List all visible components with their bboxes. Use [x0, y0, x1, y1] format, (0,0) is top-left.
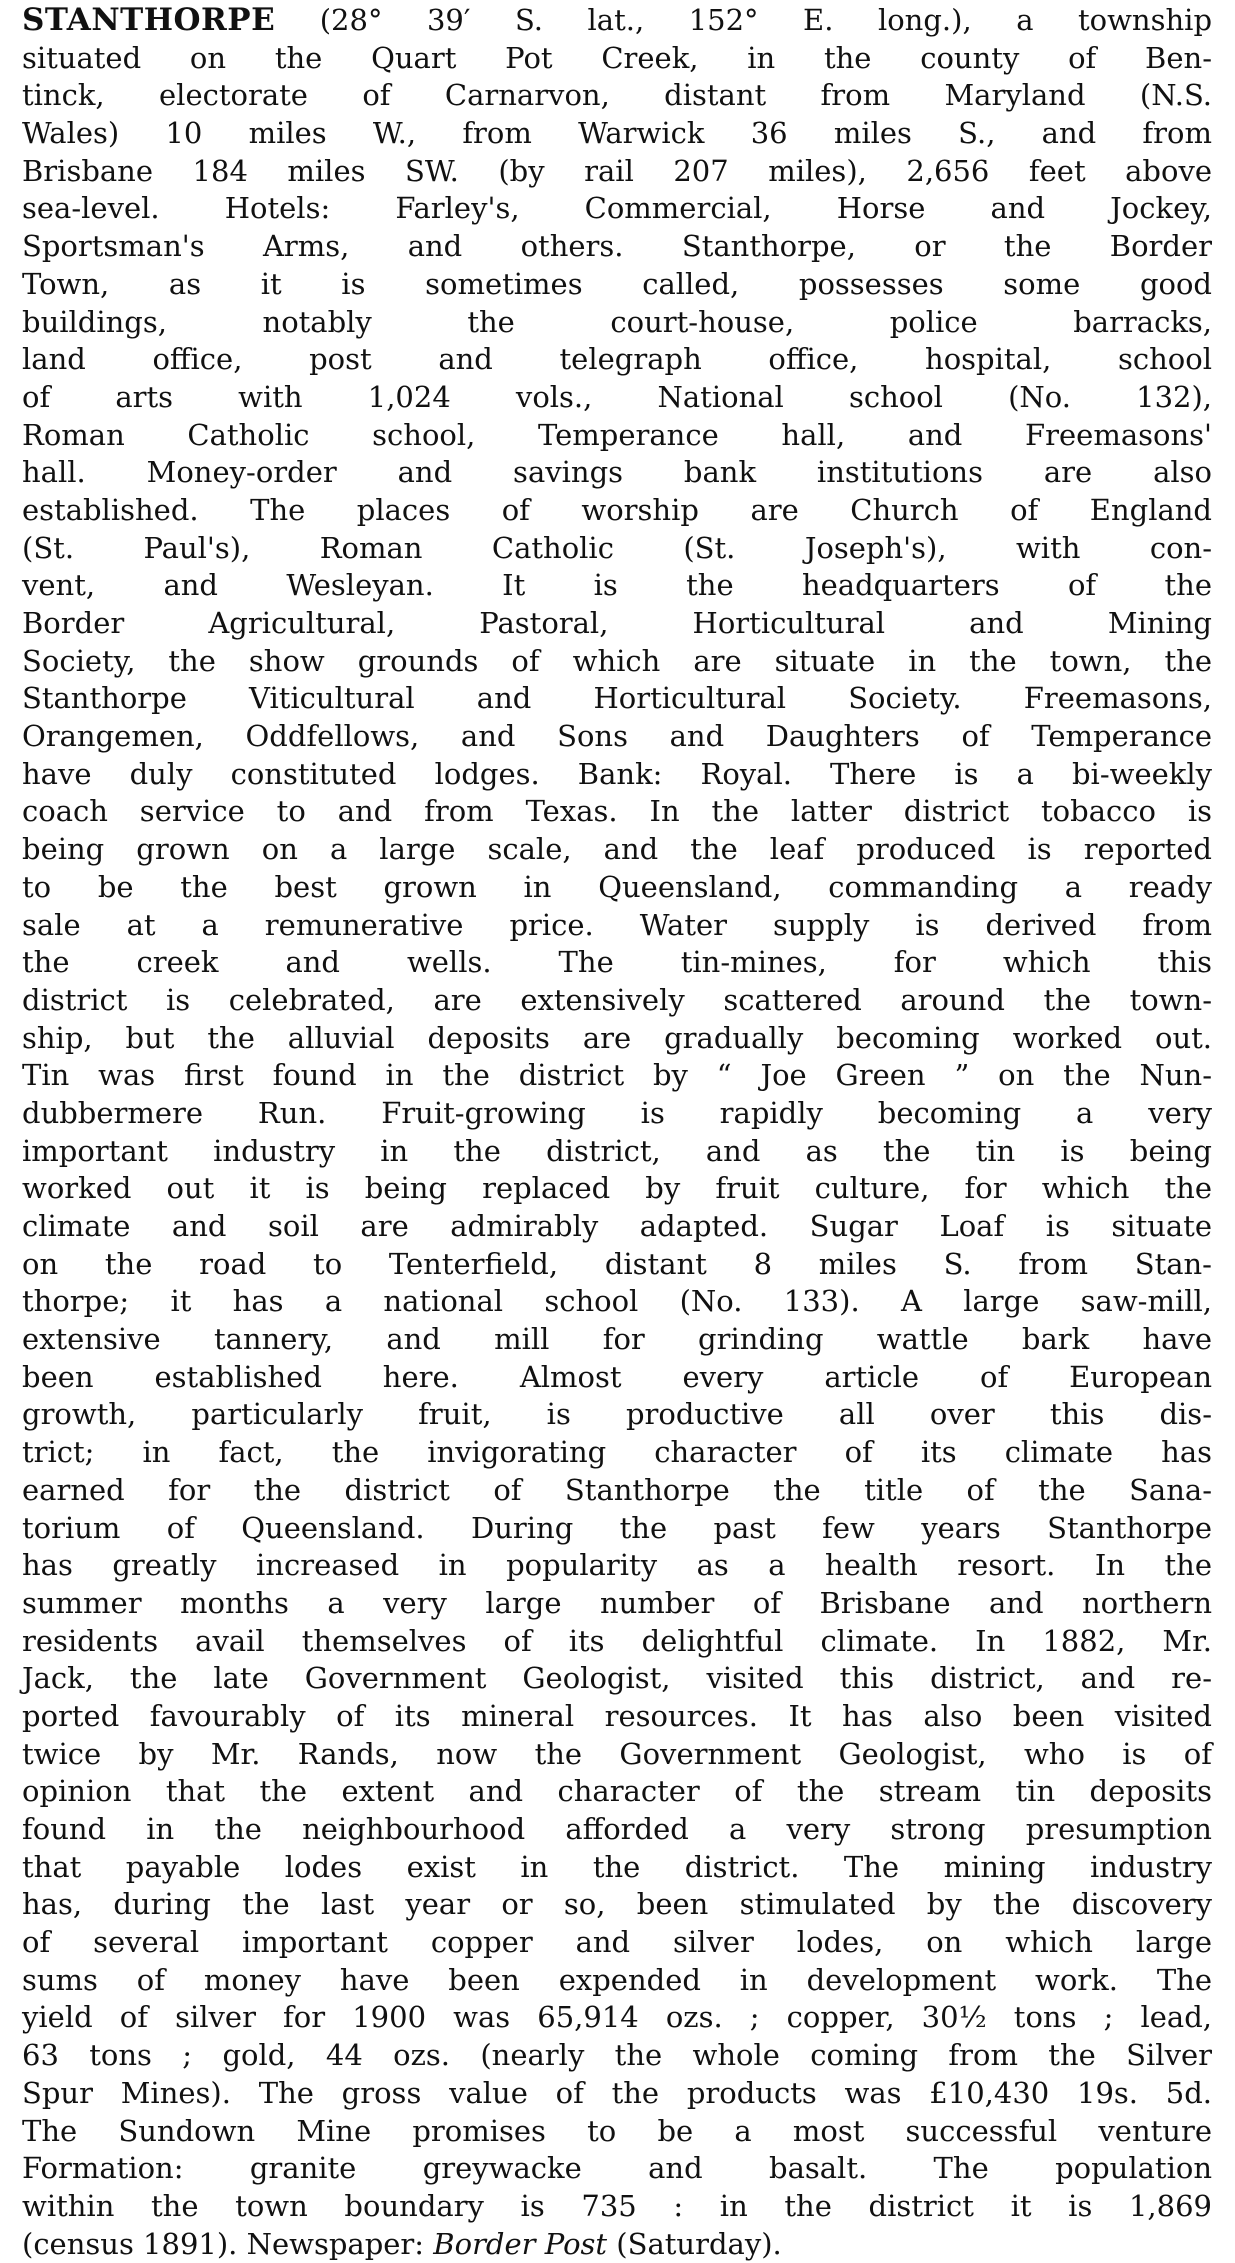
entry-line: vent, and Wesleyan. It is the headquarters of the: [22, 568, 1212, 603]
entry-line: climate and soil are admirably adapted. Sugar Loaf is situate: [22, 1209, 1212, 1243]
entry-line: Formation: granite greywacke and basalt. The population: [22, 2151, 1212, 2186]
entry-line: district is celebrated, are extensively scattered around the town-: [22, 982, 1212, 1017]
entry-line: Town, as it is sometimes called, possesses some good: [22, 266, 1212, 301]
entry-line: within the town boundary is 735 : in the district it is 1,869: [22, 2188, 1212, 2223]
entry-line: trict; in fact, the invigorating character of its climate has: [22, 1435, 1212, 1470]
entry-line: sale at a remunerative price. Water supply is derived from: [22, 907, 1212, 942]
entry-line: have duly constituted lodges. Bank: Royal. There is a bi-weekly: [22, 756, 1212, 791]
entry-line: The Sundown Mine promises to be a most successful venture: [22, 2113, 1212, 2148]
entry-line: Spur Mines). The gross value of the products was £10,430 19s. 5d.: [22, 2075, 1212, 2110]
entry-line: on the road to Tenterfield, distant 8 miles S. from Stan-: [22, 1246, 1212, 1281]
entry-line-last: [22, 2226, 1212, 2263]
entry-coordinates: (28° 39′ S. lat., 152° E. long.), a township: [319, 3, 1213, 37]
entry-line: worked out it is being replaced by fruit culture, for which the: [22, 1171, 1212, 1206]
entry-line: 63 tons ; gold, 44 ozs. (nearly the whole coming from the Silver: [22, 2038, 1212, 2073]
entry-line: Sportsman's Arms, and others. Stanthorpe, or the Border: [22, 229, 1212, 264]
entry-line: coach service to and from Texas. In the latter district tobacco is: [22, 794, 1212, 829]
entry-line: Orangemen, Oddfellows, and Sons and Daughters of Temperance: [22, 719, 1212, 754]
entry-body: [22, 40, 1212, 2226]
entry-line: growth, particularly fruit, is productive all over this dis-: [22, 1397, 1212, 1432]
entry-line: residents avail themselves of its delightful climate. In 1882, Mr.: [22, 1623, 1212, 1658]
entry-line: Jack, the late Government Geologist, visited this district, and re-: [22, 1661, 1212, 1696]
entry-line: (St. Paul's), Roman Catholic (St. Joseph's), with con-: [22, 530, 1212, 565]
entry-line: tinck, electorate of Carnarvon, distant from Maryland (N.S.: [22, 78, 1212, 113]
entry-line: important industry in the district, and as the tin is being: [22, 1133, 1212, 1168]
entry-line: extensive tannery, and mill for grinding wattle bark have: [22, 1322, 1212, 1357]
entry-line: has greatly increased in popularity as a health resort. In the: [22, 1548, 1212, 1583]
entry-line: torium of Queensland. During the past few years Stanthorpe: [22, 1510, 1212, 1545]
entry-line: dubbermere Run. Fruit-growing is rapidly becoming a very: [22, 1095, 1212, 1130]
entry-line: yield of silver for 1900 was 65,914 ozs. ; copper, 30½ tons ; lead,: [22, 2000, 1212, 2035]
newspaper-title: Border Post: [433, 2226, 608, 2261]
entry-line: of arts with 1,024 vols., National school (No. 132),: [22, 379, 1212, 414]
entry-line: earned for the district of Stanthorpe the title of the Sana-: [22, 1472, 1212, 1507]
entry-line: sums of money have been expended in development work. The: [22, 1962, 1212, 1997]
entry-line: that payable lodes exist in the district. The mining industry: [22, 1849, 1212, 1884]
entry-line: Stanthorpe Viticultural and Horticultural Society. Freemasons,: [22, 681, 1212, 716]
entry-line: sea-level. Hotels: Farley's, Commercial, Horse and Jockey,: [22, 191, 1212, 226]
entry-line: to be the best grown in Queensland, commanding a ready: [22, 869, 1212, 904]
entry-line: opinion that the extent and character of the stream tin deposits: [22, 1774, 1212, 1809]
census-text: (census 1891). Newspaper:: [22, 2226, 434, 2261]
entry-line: thorpe; it has a national school (No. 133). A large saw-mill,: [22, 1284, 1212, 1319]
entry-line: Wales) 10 miles W., from Warwick 36 miles S., and from: [22, 116, 1212, 151]
gazetteer-entry: [22, 2, 1212, 2263]
entry-line: the creek and wells. The tin-mines, for which this: [22, 945, 1212, 980]
entry-line: found in the neighbourhood afforded a very strong presumption: [22, 1812, 1212, 1846]
entry-line: ship, but the alluvial deposits are gradually becoming worked out.: [22, 1020, 1212, 1055]
entry-line: Brisbane 184 miles SW. (by rail 207 miles), 2,656 feet above: [22, 153, 1212, 188]
entry-line: being grown on a large scale, and the leaf produced is reported: [22, 832, 1212, 867]
entry-line: Tin was first found in the district by “ Joe Green ” on the Nun-: [22, 1058, 1212, 1093]
entry-line: situated on the Quart Pot Creek, in the county of Ben-: [22, 40, 1212, 75]
entry-line: land office, post and telegraph office, hospital, school: [22, 342, 1212, 377]
entry-line: established. The places of worship are Church of England: [22, 492, 1212, 527]
entry-line: been established here. Almost every article of European: [22, 1359, 1212, 1394]
entry-line: ported favourably of its mineral resources. It has also been visited: [22, 1698, 1212, 1733]
entry-line: Border Agricultural, Pastoral, Horticultural and Mining: [22, 606, 1212, 640]
entry-line: Society, the show grounds of which are situate in the town, the: [22, 643, 1212, 678]
entry-line-first: [22, 2, 1212, 40]
entry-line: hall. Money-order and savings bank institutions are also: [22, 455, 1212, 490]
entry-line: twice by Mr. Rands, now the Government Geologist, who is of: [22, 1736, 1212, 1771]
entry-line: Roman Catholic school, Temperance hall, and Freemasons': [22, 417, 1212, 452]
entry-line: buildings, notably the court-house, police barracks,: [22, 304, 1212, 339]
entry-headword: STANTHORPE: [22, 2, 276, 38]
entry-line: has, during the last year or so, been stimulated by the discovery: [22, 1887, 1212, 1922]
entry-line: of several important copper and silver lodes, on which large: [22, 1925, 1212, 1960]
newspaper-day: (Saturday).: [607, 2226, 782, 2261]
entry-line: summer months a very large number of Brisbane and northern: [22, 1585, 1212, 1620]
